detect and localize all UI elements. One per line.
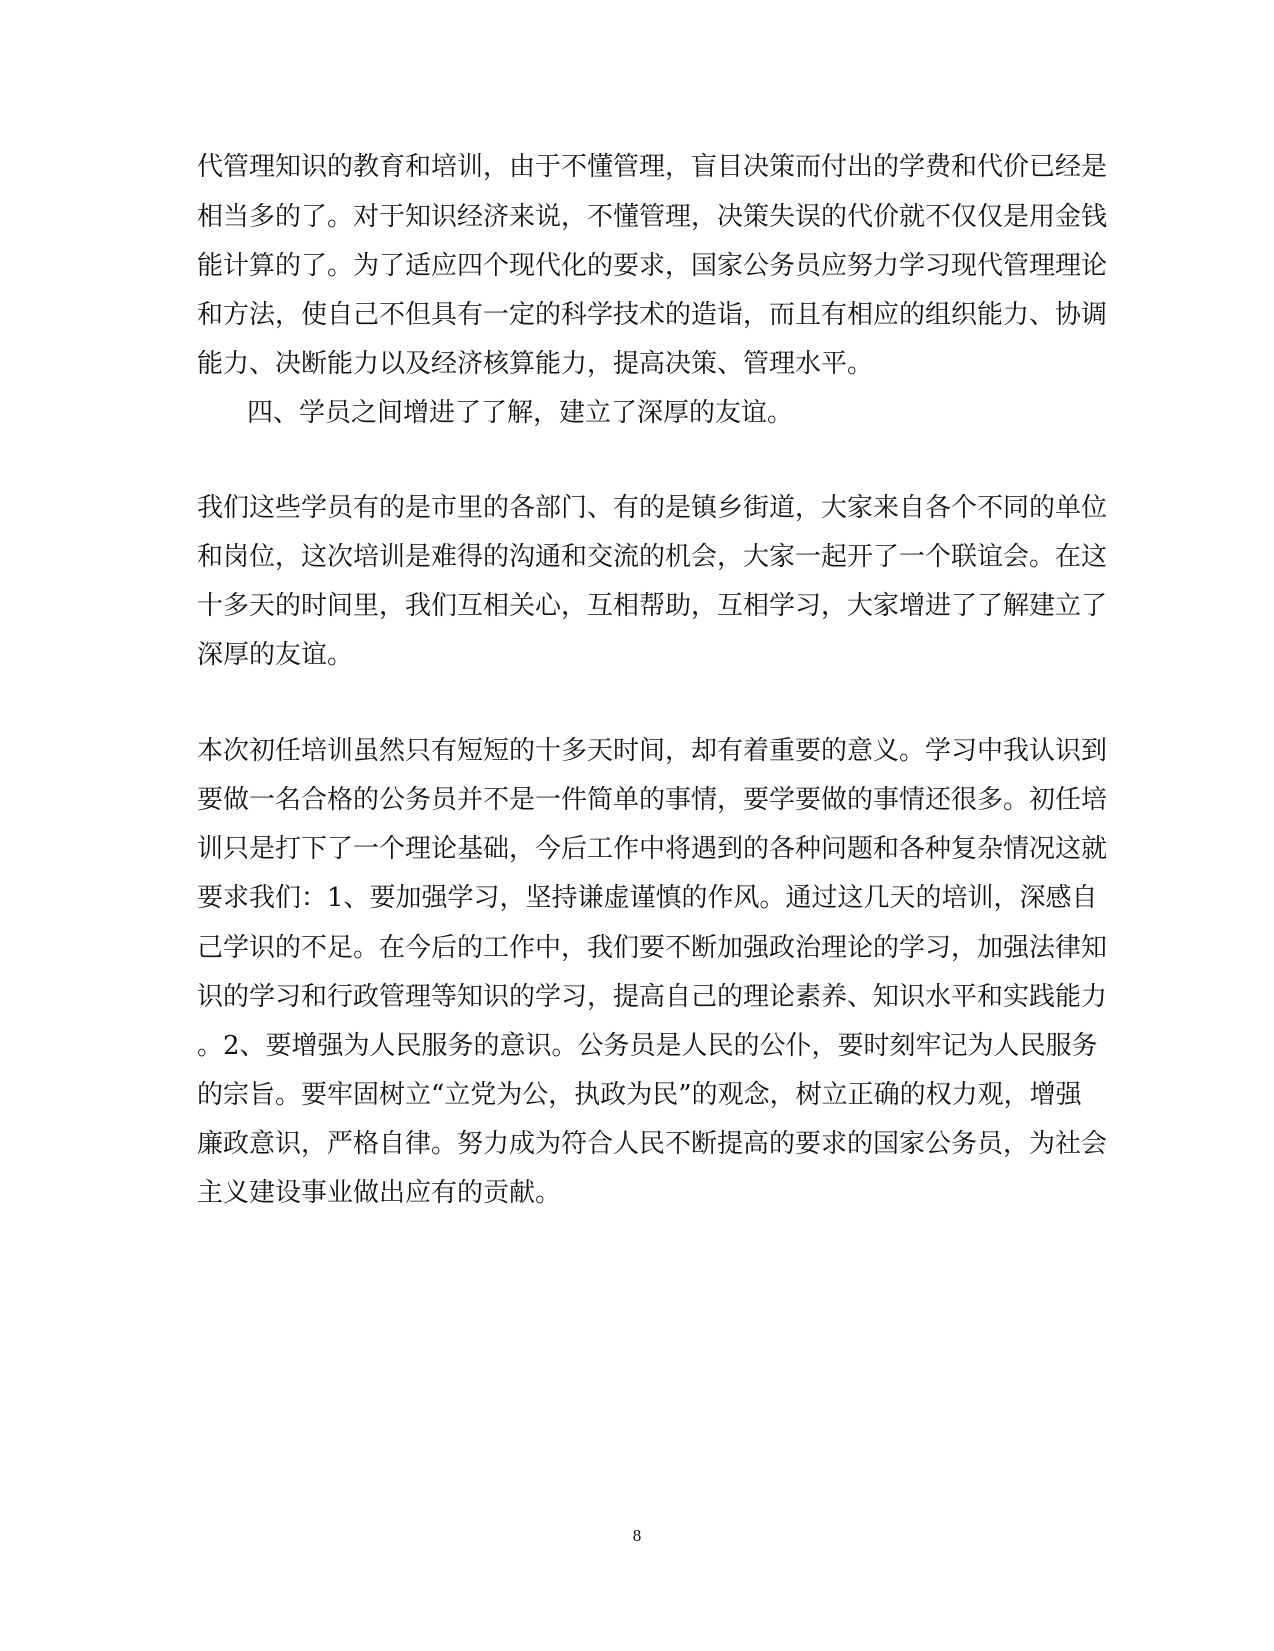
page-number: 8 xyxy=(632,1526,642,1545)
paragraph-3-line-6: 识的学习和行政管理等知识的学习，提高自己的理论素养、知识水平和实践能力 xyxy=(197,982,1108,1012)
paragraph-3-line-5: 己学识的不足。在今后的工作中，我们要不断加强政治理论的学习，加强法律知 xyxy=(197,933,1108,963)
paragraph-1-line-3: 能计算的了。为了适应四个现代化的要求，国家公务员应努力学习现代管理理论 xyxy=(197,251,1108,281)
paragraph-2-line-4: 深厚的友谊。 xyxy=(197,640,354,670)
paragraph-2-line-3: 十多天的时间里，我们互相关心，互相帮助，互相学习，大家增进了了解建立了 xyxy=(197,591,1108,621)
paragraph-3-line-4: 要求我们：1、要加强学习，坚持谦虚谨慎的作风。通过这几天的培训，深感自 xyxy=(197,883,1098,913)
paragraph-1-line-1: 代管理知识的教育和培训，由于不懂管理，盲目决策而付出的学费和代价已经是 xyxy=(197,152,1108,182)
paragraph-1-line-5: 能力、决断能力以及经济核算能力，提高决策、管理水平。 xyxy=(197,349,874,379)
paragraph-3-line-3: 训只是打下了一个理论基础，今后工作中将遇到的各种问题和各种复杂情况这就 xyxy=(197,834,1108,864)
paragraph-3-line-2: 要做一名合格的公务员并不是一件简单的事情，要学要做的事情还很多。初任培 xyxy=(197,785,1108,815)
paragraph-3-line-8: 的宗旨。要牢固树立“立党为公，执政为民”的观念，树立正确的权力观，增强 xyxy=(197,1080,1082,1110)
paragraph-2-line-1: 我们这些学员有的是市里的各部门、有的是镇乡街道，大家来自各个不同的单位 xyxy=(197,493,1108,523)
paragraph-3-line-9: 廉政意识，严格自律。努力成为符合人民不断提高的要求的国家公务员，为社会 xyxy=(197,1129,1108,1159)
section-heading-4: 四、学员之间增进了了解，建立了深厚的友谊。 xyxy=(247,398,794,428)
paragraph-1-line-2: 相当多的了。对于知识经济来说，不懂管理，决策失误的代价就不仅仅是用金钱 xyxy=(197,202,1108,232)
paragraph-3-line-10: 主义建设事业做出应有的贡献。 xyxy=(197,1178,562,1208)
paragraph-3-line-1: 本次初任培训虽然只有短短的十多天时间，却有着重要的意义。学习中我认识到 xyxy=(197,736,1108,766)
paragraph-3-line-7: 。2、要增强为人民服务的意识。公务员是人民的公仆，要时刻牢记为人民服务 xyxy=(197,1031,1098,1061)
paragraph-1-line-4: 和方法，使自己不但具有一定的科学技术的造诣，而且有相应的组织能力、协调 xyxy=(197,300,1108,330)
paragraph-2-line-2: 和岗位，这次培训是难得的沟通和交流的机会，大家一起开了一个联谊会。在这 xyxy=(197,542,1108,572)
